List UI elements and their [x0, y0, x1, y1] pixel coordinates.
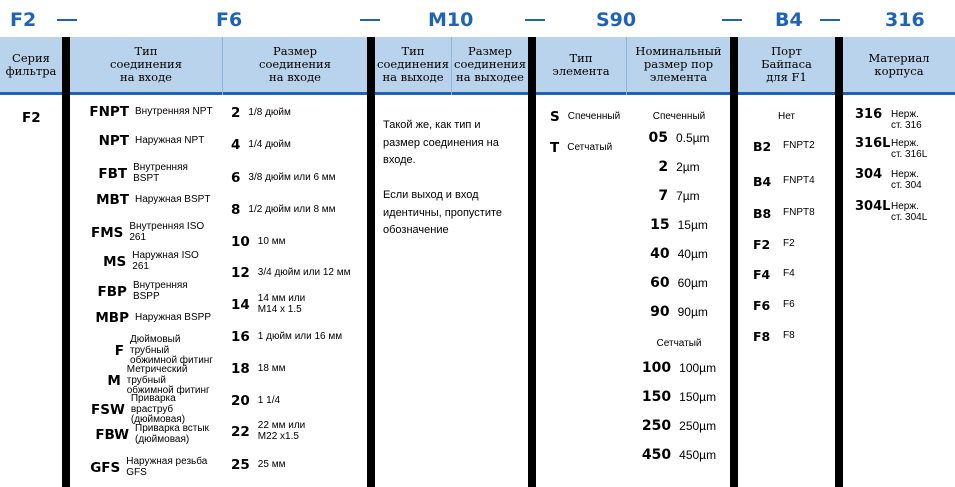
inlet-size-header: Размер соединения на входе — [223, 37, 367, 95]
option-code: FMS — [90, 224, 124, 241]
pore-item — [628, 246, 730, 262]
option-description: Наружная ISO 261 — [132, 250, 199, 272]
option-code: 90 — [650, 304, 670, 320]
pore-item — [628, 389, 730, 405]
inlet-type-item — [74, 104, 214, 120]
code-element: S90 — [596, 9, 637, 31]
option-code: T — [550, 140, 560, 156]
option-code: FBP — [97, 283, 127, 300]
element-type-header: Тип элемента — [536, 37, 626, 95]
option-description: 250µm — [679, 418, 717, 433]
material-header: Материал корпуса — [843, 37, 955, 95]
inlet-body — [70, 95, 367, 487]
bypass-item — [753, 174, 815, 189]
option-description: FNPT2 — [783, 140, 815, 152]
option-description: Приварка враструб (дюймовая) — [130, 393, 186, 425]
option-description: FNPT4 — [783, 175, 815, 187]
pore-item — [628, 159, 730, 175]
inlet-type-item — [74, 133, 214, 149]
option-description: Наружная резьба GFS — [126, 456, 208, 478]
material-column — [843, 37, 955, 487]
option-code: 60 — [650, 275, 670, 291]
series-header: Серия фильтра — [0, 37, 62, 95]
element-body — [536, 95, 730, 487]
inlet-size-item — [231, 202, 371, 218]
series-value — [22, 110, 47, 126]
option-description: Внутренняя NPT — [135, 105, 213, 117]
option-description: F4 — [783, 268, 795, 280]
option-code: 7 — [658, 188, 669, 204]
inlet-size-item — [231, 234, 371, 250]
inlet-type-item — [74, 335, 214, 367]
pore-item — [628, 275, 730, 291]
option-code: MS — [103, 253, 127, 270]
option-description: Нерж. ст. 304 — [891, 169, 922, 191]
option-description: Внутренняя BSPP — [132, 280, 188, 302]
option-code: 20 — [231, 393, 250, 409]
inlet-type-item — [74, 457, 214, 478]
option-code: B2 — [753, 139, 772, 154]
inlet-size-item — [231, 329, 371, 345]
option-description: 1 1/4 — [257, 394, 281, 406]
option-description: 3/8 дюйм или 6 мм — [248, 171, 336, 183]
sintered-label: Спеченный — [652, 111, 706, 122]
pore-item — [628, 188, 730, 204]
pore-item — [628, 360, 730, 376]
inlet-size-item — [231, 361, 371, 377]
inlet-size-item — [231, 105, 371, 121]
option-code: 2 — [231, 105, 241, 121]
option-description: F8 — [783, 330, 795, 342]
inlet-type-item — [74, 365, 214, 397]
outlet-size-header: Размер соединения на выходее — [452, 37, 528, 95]
option-description: 0.5µm — [675, 130, 710, 145]
element-type-item — [550, 109, 620, 125]
code-dash — [820, 19, 840, 21]
column-separator — [528, 37, 536, 487]
option-code: F — [114, 342, 125, 359]
outlet-note: Такой же, как тип и размер соединения на входе. Если выход и вход идентичны, пропустите обозначение — [383, 119, 503, 236]
material-item — [855, 167, 922, 191]
pore-item — [628, 447, 730, 463]
code-dash — [722, 19, 742, 21]
option-code: 40 — [650, 246, 670, 262]
option-description: 1/8 дюйм — [248, 106, 291, 118]
inlet-type-item — [74, 251, 214, 272]
material-item — [855, 107, 922, 131]
inlet-type-item — [74, 394, 214, 426]
option-description: Спеченный — [567, 110, 621, 122]
bypass-header: Порт Байпаса для F1 — [738, 37, 835, 95]
pore-item — [628, 304, 730, 320]
option-code: 316L — [855, 136, 891, 151]
nominal-pore-list — [626, 95, 730, 487]
option-code: 15 — [650, 217, 670, 233]
inlet-column — [70, 37, 367, 487]
option-description: Наружная BSPP — [135, 311, 211, 323]
bypass-item — [753, 139, 815, 154]
option-code: F4 — [753, 267, 771, 282]
option-description: FNPT8 — [783, 207, 815, 219]
option-code: F8 — [753, 329, 771, 344]
option-description: 10 мм — [257, 235, 286, 247]
option-description: Дюймовый трубный обжимной фитинг — [130, 334, 213, 366]
bypass-item — [753, 237, 795, 252]
option-description: Нерж. ст. 316L — [891, 138, 928, 160]
outlet-body — [375, 95, 528, 487]
code-dash — [360, 19, 380, 21]
option-code: M — [107, 372, 121, 389]
option-code: 2 — [658, 159, 669, 175]
option-code: 304L — [855, 199, 891, 214]
option-description: 15µm — [677, 217, 708, 232]
inlet-size-item — [231, 457, 371, 473]
option-description: Приварка встык (дюймовая) — [135, 423, 209, 445]
inlet-size-item — [231, 265, 371, 281]
material-item — [855, 136, 927, 160]
code-inlet: F6 — [216, 9, 243, 31]
option-description: Внутренняя ISO 261 — [129, 221, 205, 243]
inlet-size-list — [223, 95, 367, 487]
option-code: 12 — [231, 265, 250, 281]
option-code: S — [550, 109, 560, 125]
inlet-type-item — [74, 310, 214, 326]
column-separator — [835, 37, 843, 487]
option-description: 1 дюйм или 16 мм — [257, 330, 343, 342]
option-description: 40µm — [677, 246, 708, 261]
bypass-item — [753, 206, 815, 221]
option-code: MBP — [95, 310, 129, 326]
code-dash — [525, 19, 545, 21]
option-description: Внутренняя BSPT — [133, 162, 188, 184]
option-description: 3/4 дюйм или 12 мм — [257, 266, 351, 278]
option-description: Метрический трубный обжимной фитинг — [126, 364, 210, 396]
option-description: 1/2 дюйм или 8 мм — [248, 203, 336, 215]
option-description: Нерж. ст. 316 — [891, 109, 922, 131]
option-code: 100 — [641, 360, 672, 376]
option-code: GFS — [90, 459, 121, 476]
option-code: 250 — [641, 418, 672, 434]
series-body — [0, 95, 62, 487]
nominal-pore-header: Номинальный размер пор элемента — [627, 37, 730, 95]
inlet-type-item — [74, 163, 214, 184]
option-code: FSW — [91, 401, 125, 418]
option-code: F2 — [753, 237, 771, 252]
bypass-item — [753, 329, 795, 344]
option-description: F2 — [783, 238, 795, 250]
element-type-item — [550, 140, 612, 156]
element-column — [536, 37, 730, 487]
code-material: 316 — [885, 9, 925, 31]
bypass-none: Нет — [777, 111, 796, 122]
ordering-table — [0, 37, 955, 487]
option-code: 4 — [231, 137, 241, 153]
option-code: 14 — [231, 296, 250, 313]
option-code: F6 — [753, 298, 771, 313]
option-code: FBW — [95, 426, 129, 443]
option-code: F2 — [22, 110, 41, 126]
column-separator — [62, 37, 70, 487]
option-code: 10 — [231, 234, 250, 250]
bypass-item — [753, 267, 795, 282]
material-item — [855, 199, 927, 223]
inlet-type-item — [74, 192, 214, 208]
option-description: 150µm — [679, 389, 717, 404]
option-code: 450 — [641, 447, 672, 463]
option-description: Наружная BSPT — [135, 193, 211, 205]
option-description: 100µm — [679, 360, 717, 375]
option-description: Наружная NPT — [135, 134, 205, 146]
option-description: 450µm — [679, 447, 717, 462]
option-code: FNPT — [89, 104, 129, 120]
option-description: 7µm — [676, 188, 700, 203]
option-description: 22 мм или M22 x1.5 — [257, 420, 306, 442]
option-code: B8 — [753, 206, 772, 221]
option-code: 18 — [231, 361, 250, 377]
option-description: Сетчатый — [567, 141, 613, 153]
outlet-type-header: Тип соединения на выходе — [375, 37, 451, 95]
option-code: 316 — [855, 107, 883, 122]
option-description: 25 мм — [257, 458, 286, 470]
inlet-type-item — [74, 424, 214, 445]
series-column — [0, 37, 62, 487]
outlet-column — [375, 37, 528, 487]
material-body — [843, 95, 955, 487]
option-description: F6 — [783, 299, 795, 311]
column-separator — [730, 37, 738, 487]
option-description: 90µm — [677, 304, 708, 319]
code-outlet: M10 — [428, 9, 474, 31]
inlet-type-item — [74, 281, 214, 302]
inlet-size-item — [231, 421, 371, 442]
option-code: 16 — [231, 329, 250, 345]
option-code: NPT — [98, 133, 129, 149]
pore-item — [628, 418, 730, 434]
option-code: 22 — [231, 423, 250, 440]
inlet-size-item — [231, 393, 371, 409]
option-code: 25 — [231, 457, 250, 473]
option-description: Нерж. ст. 304L — [891, 201, 928, 223]
pore-item — [628, 130, 730, 146]
inlet-size-item — [231, 137, 371, 153]
inlet-size-item — [231, 170, 371, 186]
mesh-label: Сетчатый — [656, 338, 702, 349]
option-code: 05 — [648, 130, 668, 146]
bypass-column — [738, 37, 835, 487]
option-description: 1/4 дюйм — [248, 138, 291, 150]
option-description: 18 мм — [257, 362, 286, 374]
bypass-item — [753, 298, 795, 313]
option-code: MBT — [96, 192, 129, 208]
bypass-body — [738, 95, 835, 487]
pore-item — [628, 217, 730, 233]
inlet-type-item — [74, 222, 214, 243]
code-bypass: B4 — [775, 9, 803, 31]
inlet-size-item — [231, 294, 371, 315]
option-code: 150 — [641, 389, 672, 405]
option-description: 2µm — [676, 159, 700, 174]
option-description: 60µm — [677, 275, 708, 290]
option-code: 8 — [231, 202, 241, 218]
option-description: 14 мм или M14 x 1.5 — [257, 293, 306, 315]
option-code: 6 — [231, 170, 241, 186]
inlet-type-header: Тип соединения на входе — [70, 37, 222, 95]
option-code: B4 — [753, 174, 772, 189]
option-code: FBT — [98, 165, 128, 182]
code-dash — [57, 19, 77, 21]
column-separator — [367, 37, 375, 487]
code-series: F2 — [10, 9, 37, 31]
option-code: 304 — [855, 167, 883, 182]
